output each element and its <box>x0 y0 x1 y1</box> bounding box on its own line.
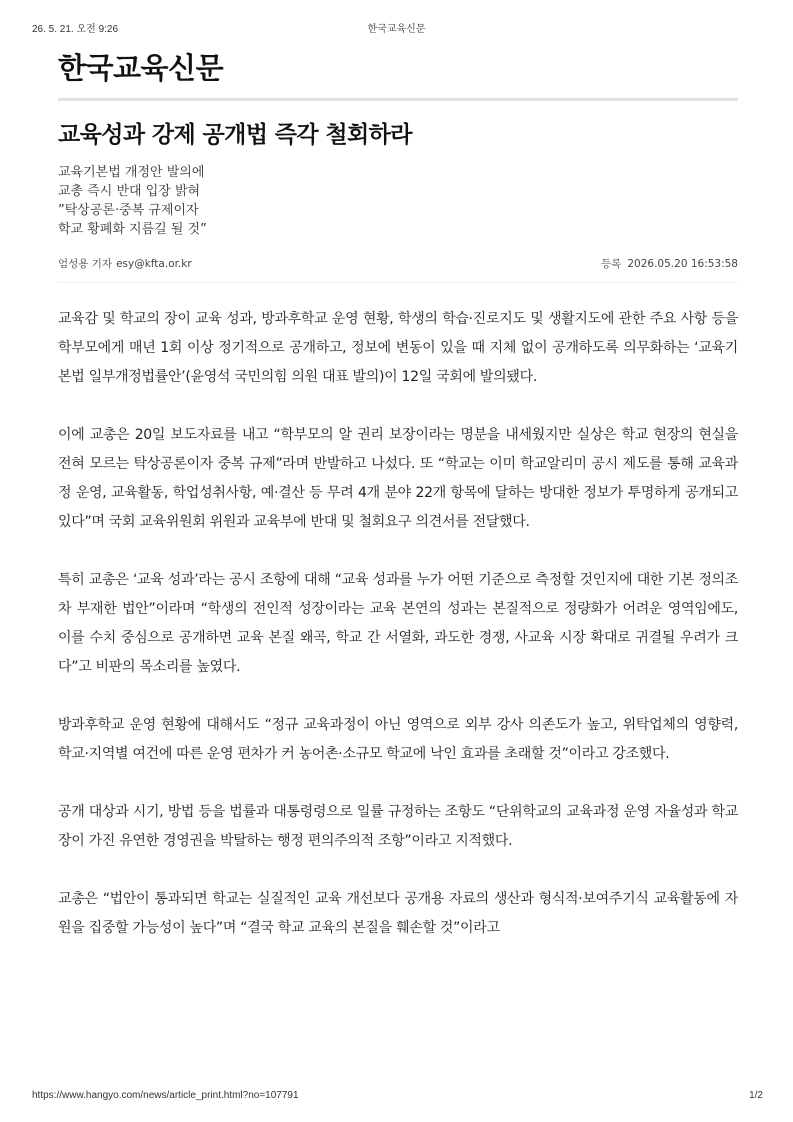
article-paragraph: 공개 대상과 시기, 방법 등을 법률과 대통령령으로 일률 규정하는 조항도 “단위학교의 교육과정 운영 자율성과 학교장이 가진 유연한 경영권을 박탈하는 행정 편의주의적 조항”이라고 지적했다. <box>58 804 738 849</box>
article-paragraph: 방과후학교 운영 현황에 대해서도 “정규 교육과정이 아닌 영역으로 외부 강사 의존도가 높고, 위탁업체의 영향력, 학교·지역별 여건에 따른 운영 편차가 커 농어촌·소규모 학교에 낙인 효과를 초래할 것”이라고 강조했다. <box>58 717 738 762</box>
print-footer <box>0 1090 793 1104</box>
article-paragraph: 교육감 및 학교의 장이 교육 성과, 방과후학교 운영 현황, 학생의 학습·진로지도 및 생활지도에 관한 주요 사항 등을 학부모에게 매년 1회 이상 정기적으로 공개하고, 정보에 변동이 있을 때 지체 없이 공개하도록 의무화하는 ‘교육기본법 일부개정법률안’(윤영석 국민의힘 의원 대표 발의)이 12일 국회에 발의됐다. <box>58 311 738 385</box>
subtitle-line: 교총 즉시 반대 입장 밝혀 <box>58 184 201 199</box>
article-paragraph: 특히 교총은 ‘교육 성과’라는 공시 조항에 대해 “교육 성과를 누가 어떤 기준으로 측정할 것인지에 대한 기본 정의조차 부재한 법안”이라며 “학생의 전인적 성장이라는 교육 본연의 성과는 본질적으로 정량화가 어려운 영역임에도, 이를 수치 중심으로 공개하면 교육 본질 왜곡, 학교 간 서열화, 과도한 경쟁, 사교육 시장 확대로 귀결될 우려가 크다”고 비판의 목소리를 높였다. <box>58 572 738 675</box>
article-headline: 교육성과 강제 공개법 즉각 철회하라 <box>58 122 412 148</box>
article-paragraph: 교총은 “법안이 통과되면 학교는 실질적인 교육 개선보다 공개용 자료의 생산과 형식적·보여주기식 교육활동에 자원을 집중할 가능성이 높다”며 “결국 학교 교육의 본질을 훼손할 것”이라고 <box>58 891 738 936</box>
registered-timestamp: 2026.05.20 16:53:58 <box>627 258 738 270</box>
article-subtitle <box>58 163 738 239</box>
subtitle-line: 교육기본법 개정안 발의에 <box>58 165 205 180</box>
registered-label: 등록 <box>601 258 622 270</box>
print-page-title: 한국교육신문 <box>367 24 426 35</box>
print-date: 26. 5. 21. 오전 9:26 <box>32 24 119 35</box>
byline <box>58 256 192 271</box>
page-number: 1/2 <box>749 1090 763 1101</box>
print-url: https://www.hangyo.com/news/article_print.html?no=107791 <box>32 1090 299 1101</box>
print-header <box>0 20 793 34</box>
article-meta <box>58 256 738 283</box>
reporter-name: 엄성용 기자 <box>58 258 113 270</box>
newspaper-logo: 한국교육신문 <box>58 51 224 85</box>
article-container <box>58 46 738 972</box>
reporter-email: esy@kfta.or.kr <box>116 258 192 270</box>
subtitle-line: 학교 황폐화 지름길 될 것” <box>58 222 207 237</box>
article-body <box>58 305 738 943</box>
article-paragraph: 이에 교총은 20일 보도자료를 내고 “학부모의 알 권리 보장이라는 명분을 내세웠지만 실상은 학교 현장의 현실을 전혀 모르는 탁상공론이자 중복 규제”라며 반발하고 나섰다. 또 “학교는 이미 학교알리미 공시 제도를 통해 교육과정 운영, 교육활동, 학업성취사항, 예·결산 등 무려 4개 분야 22개 항목에 달하는 방대한 정보가 투명하게 공개되고 있다”며 국회 교육위원회 위원과 교육부에 반대 및 철회요구 의견서를 전달했다. <box>58 427 738 530</box>
registered-info <box>601 256 738 271</box>
subtitle-line: ”탁상공론·중복 규제이자 <box>58 203 199 218</box>
masthead-divider <box>58 98 738 101</box>
